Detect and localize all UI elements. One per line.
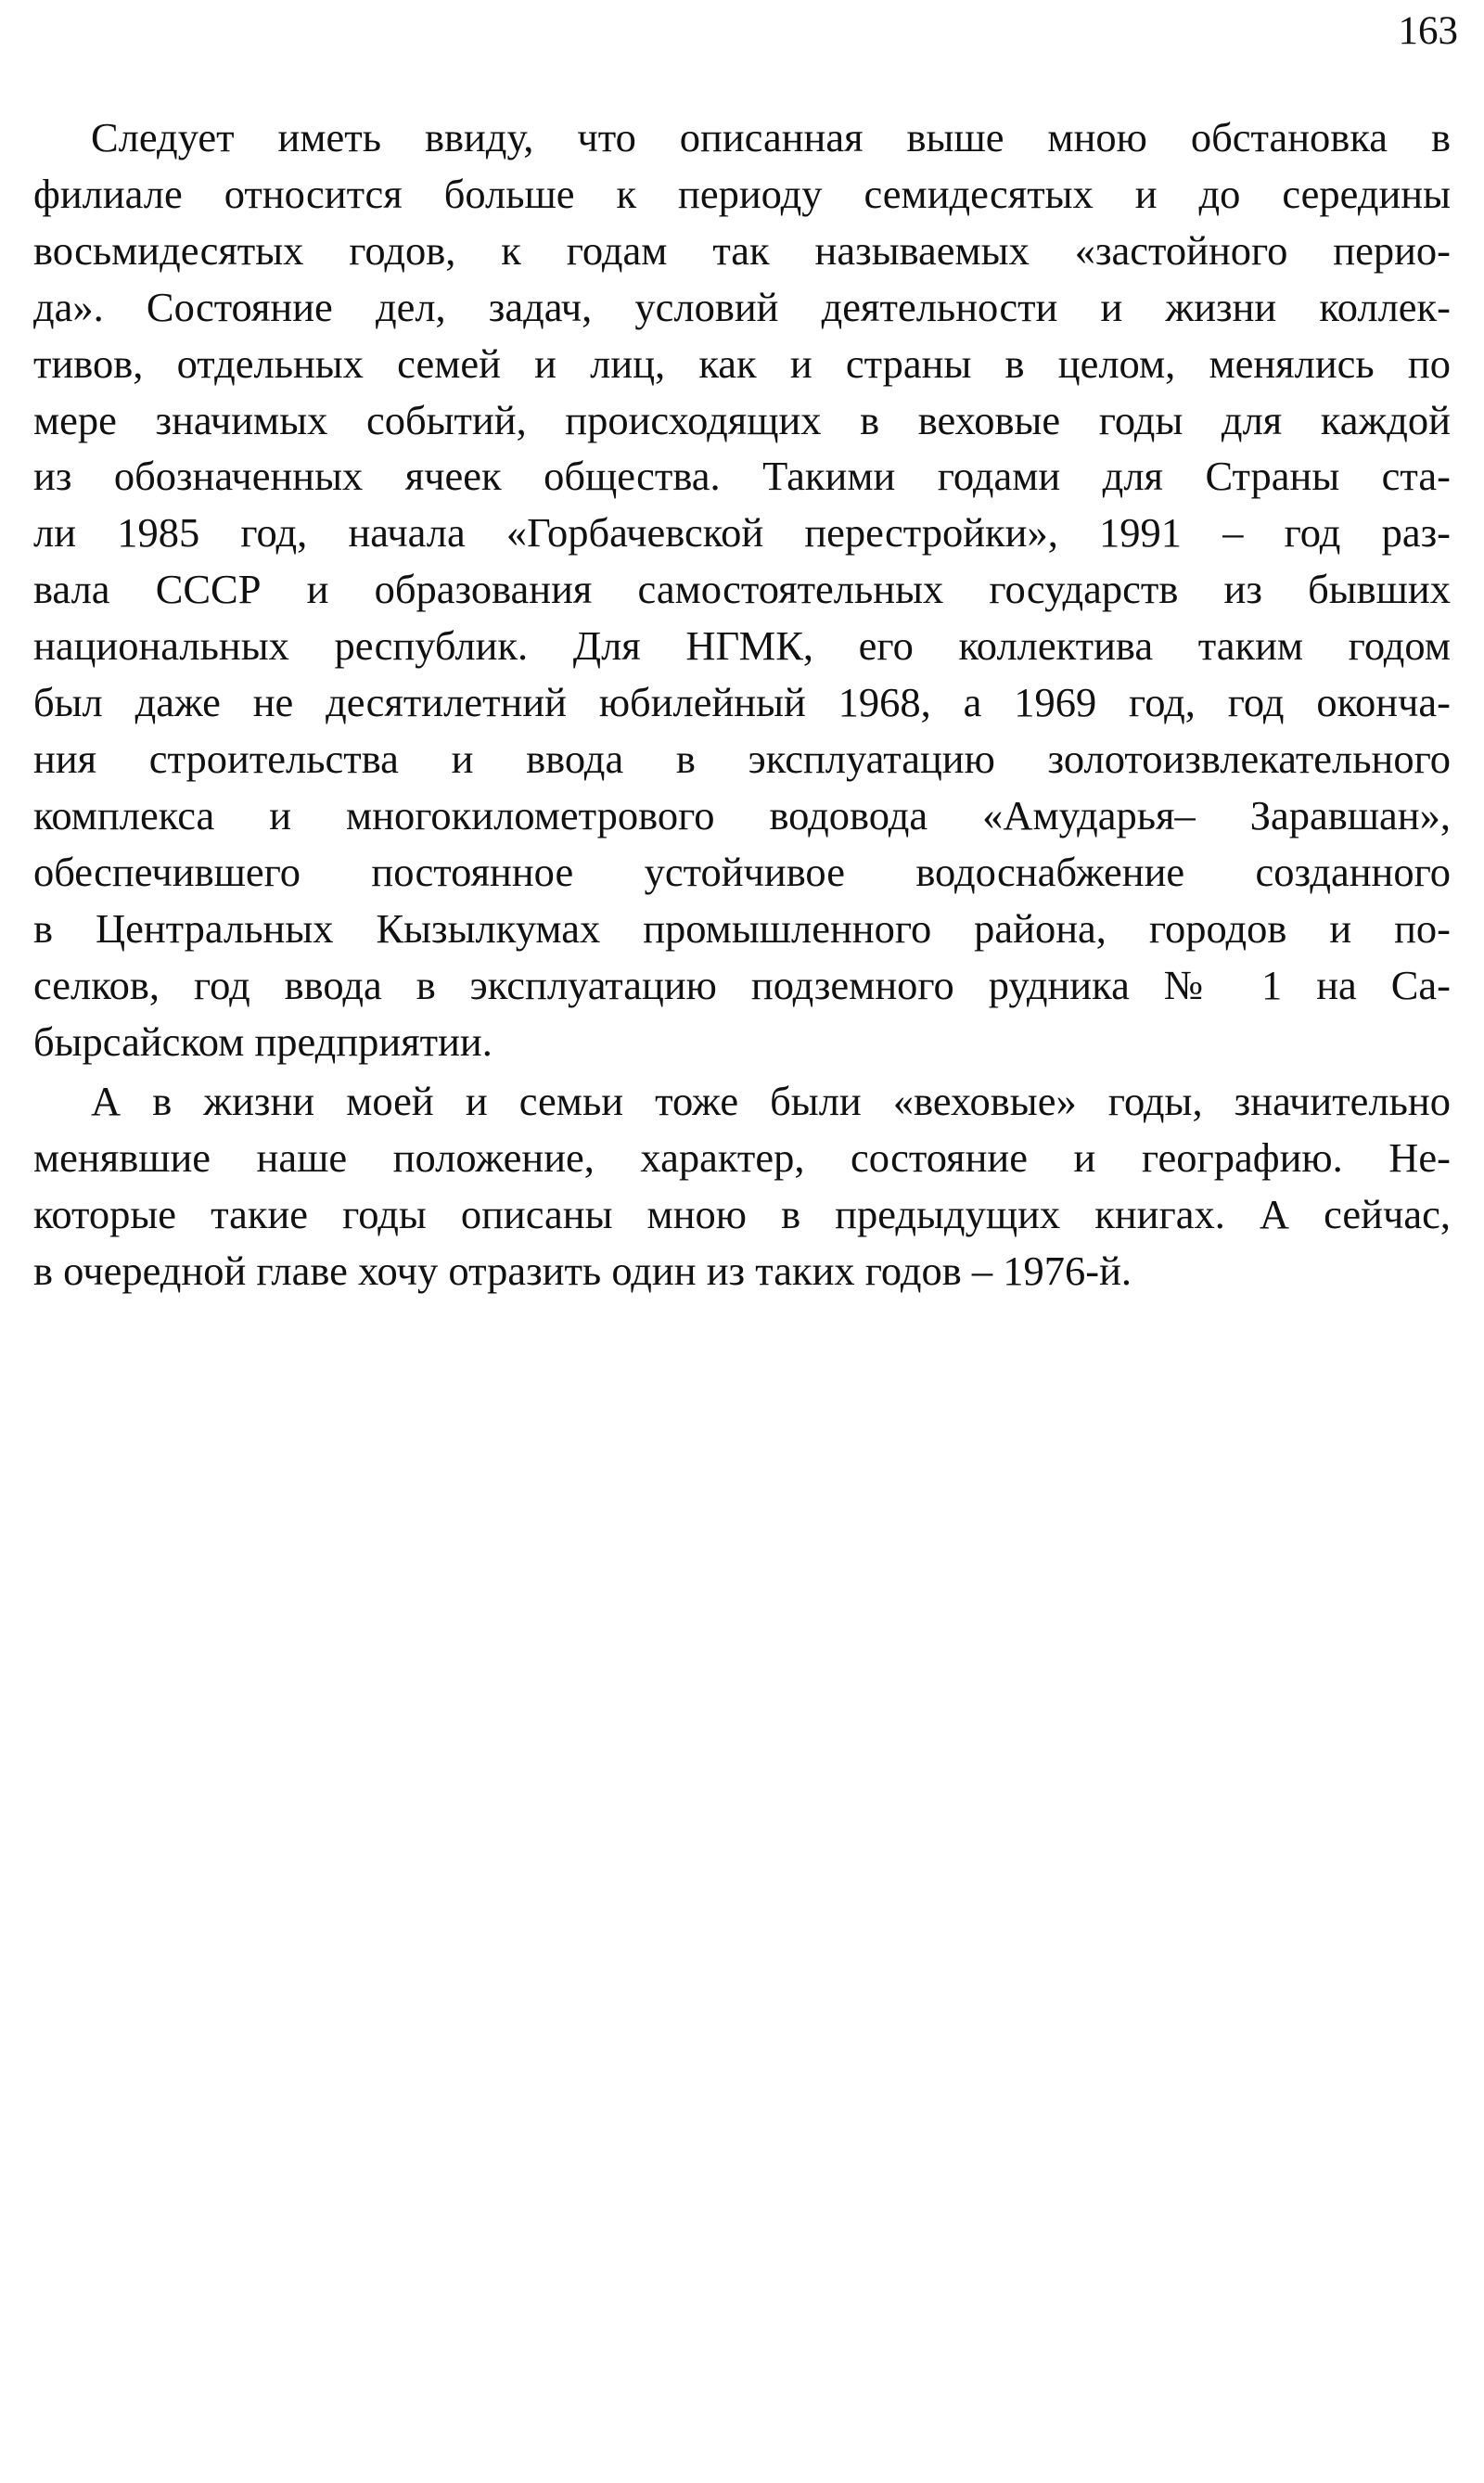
text-line: да». Состояние дел, задач, условий деятельности и жизни коллек- bbox=[33, 283, 1451, 330]
text-line: менявшие наше положение, характер, состояние и географию. Не- bbox=[33, 1134, 1451, 1182]
text-line: А в жизни моей и семьи тоже были «веховые» годы, значительно bbox=[91, 1078, 1451, 1125]
text-line: которые такие годы описаны мною в предыдущих книгах. А сейчас, bbox=[33, 1191, 1451, 1238]
page-number: 163 bbox=[1398, 9, 1458, 53]
text-line: ния строительства и ввода в эксплуатацию золотоизвлекательного bbox=[33, 735, 1451, 782]
text-line: вала СССР и образования самостоятельных государств из бывших bbox=[33, 566, 1451, 613]
paragraph-2 bbox=[33, 1073, 1451, 1299]
text-line: Следует иметь ввиду, что описанная выше мною обстановка в bbox=[91, 114, 1451, 160]
text-line: бырсайском предприятии. bbox=[33, 1018, 493, 1065]
text-line: из обозначенных ячеек общества. Такими годами для Страны ста- bbox=[33, 453, 1451, 500]
text-line: восьмидесятых годов, к годам так называемых «застойного перио- bbox=[33, 226, 1451, 274]
text-line: в очередной главе хочу отразить один из таких годов – 1976-й. bbox=[33, 1248, 1132, 1295]
text-line: в Центральных Кызылкумах промышленного района, городов и по- bbox=[33, 904, 1451, 952]
text-line: филиале относится больше к периоду семидесятых и до середины bbox=[33, 170, 1451, 217]
text-line: тивов, отдельных семей и лиц, как и страны в целом, менялись по bbox=[33, 339, 1451, 387]
text-line: комплекса и многокилометрового водовода «Амударья– Заравшан», bbox=[33, 791, 1451, 838]
text-line: селков, год ввода в эксплуатацию подземного рудника № 1 на Са- bbox=[33, 961, 1451, 1008]
paragraph-1 bbox=[33, 109, 1451, 1069]
text-line: был даже не десятилетний юбилейный 1968, а 1969 год, год оконча- bbox=[33, 679, 1451, 726]
text-line: ли 1985 год, начала «Горбачевской перестройки», 1991 – год раз- bbox=[33, 509, 1451, 557]
text-line: обеспечившего постоянное устойчивое водоснабжение созданного bbox=[33, 848, 1451, 895]
body-text bbox=[33, 109, 1451, 1299]
text-line: мере значимых событий, происходящих в веховые годы для каждой bbox=[33, 396, 1451, 443]
text-line: национальных республик. Для НГМК, его коллектива таким годом bbox=[33, 622, 1451, 670]
